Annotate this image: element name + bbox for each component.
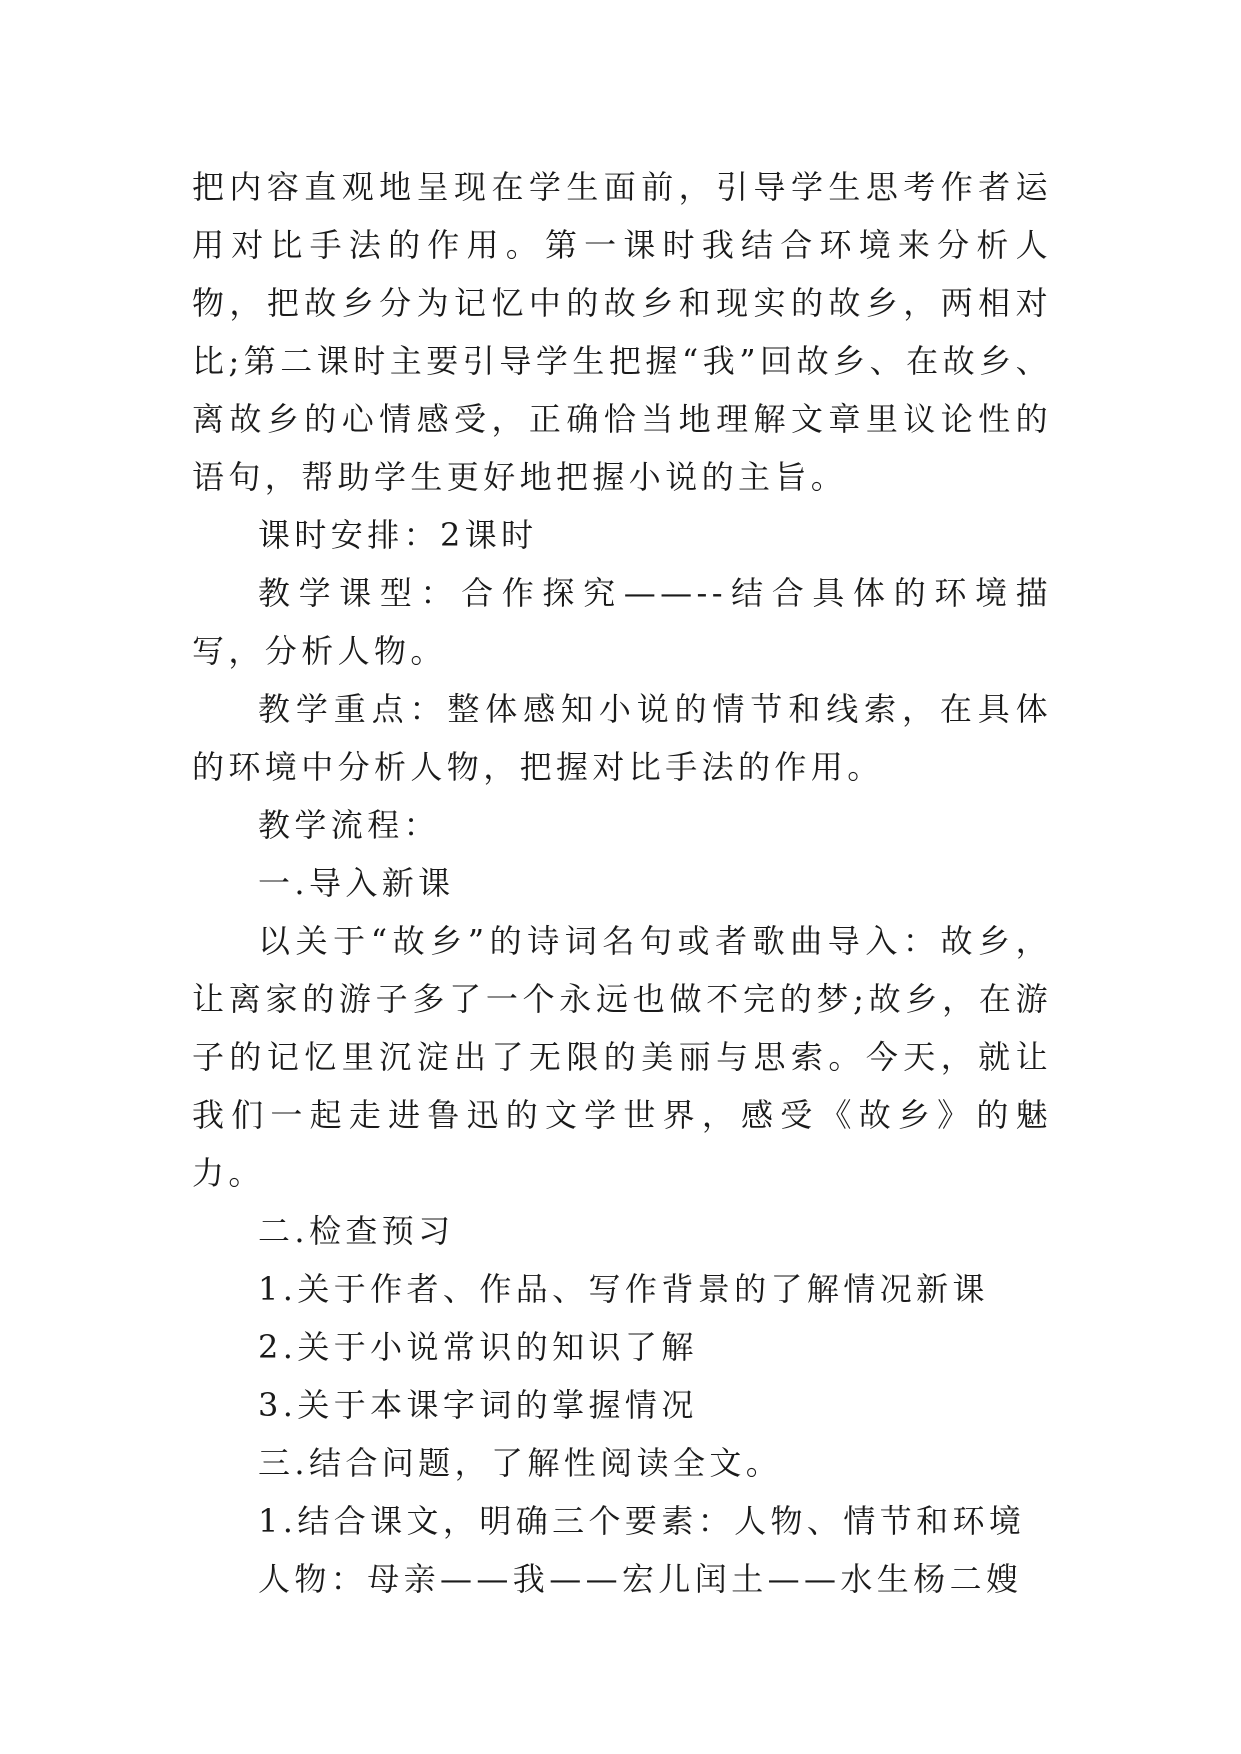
heading-section-1: 一.导入新课 [258, 864, 455, 902]
list-item-elements: 1.结合课文，明确三个要素：人物、情节和环境 [258, 1502, 1026, 1540]
paragraph-teaching-focus: 教学重点：整体感知小说的情节和线索，在具体的环境中分析人物，把握对比手法的作用。 [192, 690, 1052, 786]
paragraph-lesson-type: 教学课型：合作探究——--结合具体的环境描写，分析人物。 [192, 574, 1052, 670]
paragraph-teaching-process: 教学流程： [258, 806, 441, 844]
paragraph-lesson-hours: 课时安排：2课时 [258, 516, 538, 554]
list-item-3: 3.关于本课字词的掌握情况 [258, 1386, 698, 1424]
document-body [192, 158, 1052, 1608]
list-item-2: 2.关于小说常识的知识了解 [258, 1328, 698, 1366]
paragraph-characters: 人物：母亲——我——宏儿闰土——水生杨二嫂 [258, 1560, 1023, 1598]
list-item-1: 1.关于作者、作品、写作背景的了解情况新课 [258, 1270, 989, 1308]
paragraph-intro: 把内容直观地呈现在学生面前，引导学生思考作者运用对比手法的作用。第一课时我结合环境来分析人物，把故乡分为记忆中的故乡和现实的故乡，两相对比;第二课时主要引导学生把握“我”回故乡、在故乡、离故乡的心情感受，正确恰当地理解文章里议论性的语句，帮助学生更好地把握小说的主旨。 [192, 168, 1052, 496]
heading-section-3: 三.结合问题，了解性阅读全文。 [258, 1444, 783, 1482]
paragraph-introduction-method: 以关于“故乡”的诗词名句或者歌曲导入：故乡，让离家的游子多了一个永远也做不完的梦;故乡，在游子的记忆里沉淀出了无限的美丽与思索。今天，就让我们一起走进鲁迅的文学世界，感受《故乡》的魅力。 [192, 922, 1052, 1192]
heading-section-2: 二.检查预习 [258, 1212, 455, 1250]
